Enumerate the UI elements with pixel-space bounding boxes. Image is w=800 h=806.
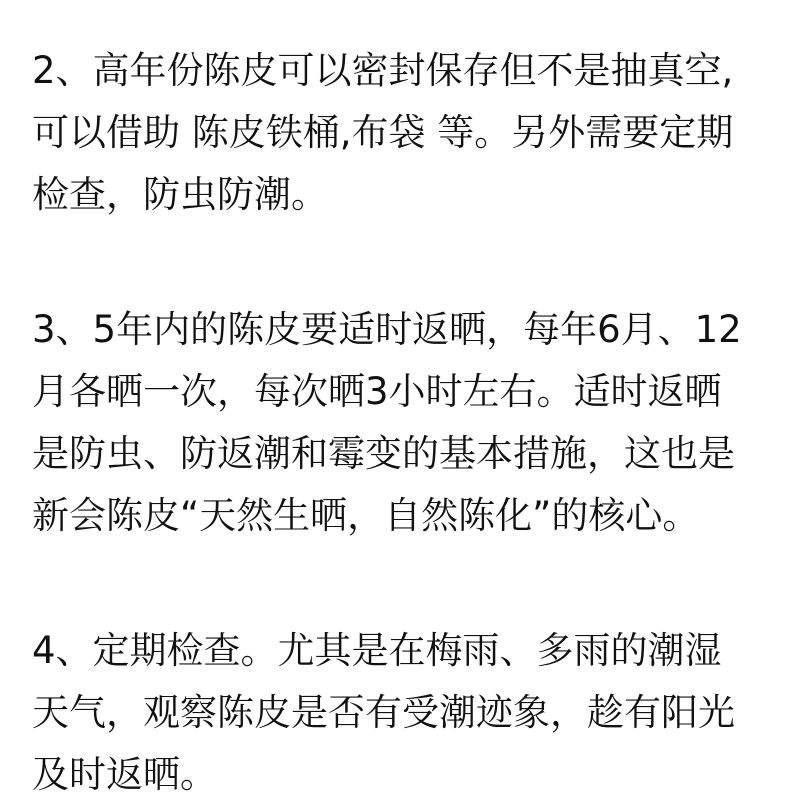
text-line: 及时返晒。 — [32, 753, 217, 796]
paragraph-storage — [32, 40, 782, 226]
text-line: 新会陈皮“天然生晒，自然陈化”的核心。 — [32, 494, 700, 537]
text-line: 天气，观察陈皮是否有受潮迹象，趁有阳光 — [32, 691, 735, 734]
text-line: 3、5年内的陈皮要适时返晒，每年6月、12 — [32, 308, 742, 351]
text-line: 是防虫、防返潮和霉变的基本措施，这也是 — [32, 432, 735, 475]
paragraph-inspection — [32, 620, 782, 806]
paragraph-sun-drying — [32, 299, 782, 547]
text-line: 月各晒一次，每次晒3小时左右。适时返晒 — [32, 370, 722, 413]
text-line: 2、高年份陈皮可以密封保存但不是抽真空, — [32, 49, 734, 92]
text-line: 4、定期检查。尤其是在梅雨、多雨的潮湿 — [32, 629, 722, 672]
text-line: 检查，防虫防潮。 — [32, 173, 328, 216]
text-line: 可以借助 陈皮铁桶,布袋 等。另外需要定期 — [32, 111, 734, 154]
